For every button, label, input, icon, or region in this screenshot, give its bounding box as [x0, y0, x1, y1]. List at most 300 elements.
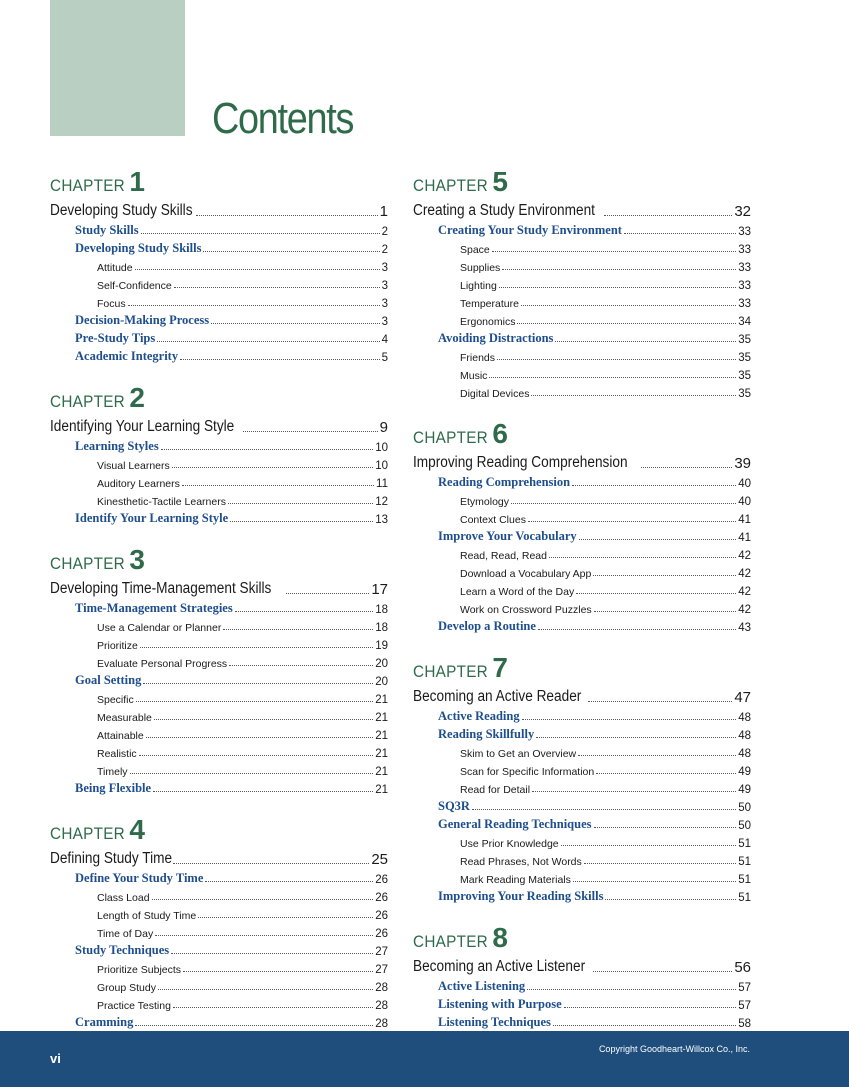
dot-leader — [173, 863, 370, 864]
subsection-entry[interactable] — [50, 490, 388, 508]
dot-leader — [527, 989, 736, 990]
dot-leader — [489, 377, 736, 378]
dot-leader — [183, 971, 373, 972]
dot-leader — [140, 647, 373, 648]
dot-leader — [564, 1007, 737, 1008]
dot-leader — [182, 485, 374, 486]
entry-title: Prioritize Subjects — [97, 964, 182, 976]
dot-leader — [502, 269, 736, 270]
entry-title: Being Flexible — [75, 781, 152, 795]
entry-title: Improving Reading Comprehension — [413, 454, 628, 471]
entry-title: Identify Your Learning Style — [75, 511, 229, 525]
entry-page-number: 2 — [381, 226, 388, 238]
chapter-title-entry[interactable] — [50, 198, 388, 220]
section-entry[interactable] — [413, 994, 751, 1012]
dot-leader — [143, 683, 373, 684]
subsection-entry[interactable] — [50, 904, 388, 922]
chapter-heading — [413, 652, 751, 682]
entry-title: Use Prior Knowledge — [460, 838, 559, 850]
entry-title: Decision-Making Process — [75, 313, 210, 327]
section-entry[interactable] — [50, 1012, 388, 1030]
section-entry[interactable] — [413, 472, 751, 490]
subsection-entry[interactable] — [50, 616, 388, 634]
subsection-entry[interactable] — [413, 346, 751, 364]
entry-page-number: 58 — [738, 1018, 751, 1030]
dot-leader — [549, 557, 736, 558]
entry-page-number: 50 — [738, 820, 751, 832]
subsection-entry[interactable] — [413, 598, 751, 616]
chapter-number: 5 — [492, 166, 508, 197]
entry-page-number: 21 — [375, 748, 388, 760]
subsection-entry[interactable] — [413, 760, 751, 778]
entry-page-number: 26 — [375, 892, 388, 904]
subsection-entry[interactable] — [50, 922, 388, 940]
dot-leader — [180, 359, 379, 360]
dot-leader — [641, 467, 732, 468]
dot-leader — [230, 521, 373, 522]
dot-leader — [573, 881, 736, 882]
section-entry[interactable] — [50, 346, 388, 364]
entry-page-number: 21 — [375, 712, 388, 724]
dot-leader — [579, 539, 737, 540]
dot-leader — [561, 845, 737, 846]
section-entry[interactable] — [413, 328, 751, 346]
entry-page-number: 33 — [738, 226, 751, 238]
dot-leader — [593, 971, 733, 972]
entry-page-number: 41 — [738, 532, 751, 544]
dot-leader — [136, 701, 373, 702]
entry-title: Music — [460, 370, 488, 382]
dot-leader — [492, 251, 736, 252]
entry-title: Focus — [97, 298, 126, 310]
entry-title: Define Your Study Time — [75, 871, 204, 885]
subsection-entry[interactable] — [413, 544, 751, 562]
entry-title: Listening Techniques — [438, 1015, 551, 1029]
entry-page-number: 9 — [379, 419, 388, 436]
dot-leader — [578, 755, 736, 756]
entry-page-number: 33 — [738, 298, 751, 310]
chapter-number: 6 — [492, 418, 508, 449]
section-entry[interactable] — [50, 220, 388, 238]
entry-page-number: 4 — [381, 334, 388, 346]
section-entry[interactable] — [50, 670, 388, 688]
dot-leader — [139, 755, 374, 756]
entry-page-number: 42 — [738, 550, 751, 562]
chapter-title-entry[interactable] — [50, 414, 388, 436]
section-entry[interactable] — [50, 940, 388, 958]
entry-page-number: 26 — [375, 910, 388, 922]
entry-title: Listening with Purpose — [438, 997, 562, 1011]
entry-title: Attainable — [97, 730, 144, 742]
dot-leader — [605, 899, 736, 900]
chapter-label: CHAPTER — [50, 392, 126, 411]
entry-title: Study Techniques — [75, 943, 170, 957]
dot-leader — [286, 593, 370, 594]
dot-leader — [135, 269, 380, 270]
entry-page-number: 19 — [375, 640, 388, 652]
subsection-entry[interactable] — [413, 868, 751, 886]
entry-page-number: 49 — [738, 784, 751, 796]
dot-leader — [141, 233, 380, 234]
entry-page-number: 2 — [381, 244, 388, 256]
subsection-entry[interactable] — [413, 274, 751, 292]
subsection-entry[interactable] — [50, 994, 388, 1012]
subsection-entry[interactable] — [50, 472, 388, 490]
entry-page-number: 3 — [381, 262, 388, 274]
entry-page-number: 51 — [738, 892, 751, 904]
dot-leader — [531, 395, 736, 396]
dot-leader — [472, 809, 736, 810]
dot-leader — [624, 233, 736, 234]
entry-page-number: 34 — [738, 316, 751, 328]
entry-title: Avoiding Distractions — [438, 331, 554, 345]
chapter-number: 3 — [129, 544, 145, 575]
entry-title: Read Phrases, Not Words — [460, 856, 582, 868]
dot-leader — [596, 773, 736, 774]
subsection-entry[interactable] — [413, 562, 751, 580]
toc-column-left — [50, 166, 388, 1030]
dot-leader — [538, 629, 736, 630]
entry-page-number: 3 — [381, 316, 388, 328]
entry-page-number: 57 — [738, 982, 751, 994]
page-title: Contents — [212, 94, 354, 143]
entry-page-number: 39 — [734, 455, 751, 472]
entry-title: Ergonomics — [460, 316, 516, 328]
entry-title: General Reading Techniques — [438, 817, 592, 831]
dot-leader — [593, 575, 736, 576]
subsection-entry[interactable] — [50, 742, 388, 760]
chapter-title-entry[interactable] — [413, 198, 751, 220]
subsection-entry[interactable] — [50, 886, 388, 904]
chapter-title-entry[interactable] — [50, 846, 388, 868]
toc-column-right — [413, 166, 751, 1030]
dot-leader — [153, 791, 373, 792]
subsection-entry[interactable] — [413, 310, 751, 328]
subsection-entry[interactable] — [50, 454, 388, 472]
section-entry[interactable] — [50, 328, 388, 346]
entry-page-number: 28 — [375, 1000, 388, 1012]
dot-leader — [223, 629, 373, 630]
entry-page-number: 40 — [738, 496, 751, 508]
dot-leader — [135, 1025, 373, 1026]
chapter-heading — [50, 166, 388, 196]
entry-page-number: 33 — [738, 244, 751, 256]
chapter-number: 2 — [129, 382, 145, 413]
dot-leader — [604, 215, 733, 216]
chapter-heading — [413, 166, 751, 196]
entry-page-number: 26 — [375, 874, 388, 886]
entry-page-number: 48 — [738, 748, 751, 760]
dot-leader — [228, 503, 373, 504]
section-entry[interactable] — [413, 1012, 751, 1030]
chapter-label: CHAPTER — [413, 932, 489, 951]
entry-title: Read, Read, Read — [460, 550, 547, 562]
chapter-number: 8 — [492, 922, 508, 953]
section-entry[interactable] — [413, 220, 751, 238]
entry-title: Pre-Study Tips — [75, 331, 156, 345]
dot-leader — [174, 287, 380, 288]
dot-leader — [521, 305, 736, 306]
entry-title: Measurable — [97, 712, 152, 724]
dot-leader — [499, 287, 736, 288]
entry-title: Visual Learners — [97, 460, 170, 472]
dot-leader — [158, 989, 373, 990]
entry-page-number: 28 — [375, 1018, 388, 1030]
entry-page-number: 28 — [375, 982, 388, 994]
entry-page-number: 5 — [381, 352, 388, 364]
dot-leader — [229, 665, 373, 666]
entry-title: Length of Study Time — [97, 910, 197, 922]
subsection-entry[interactable] — [413, 742, 751, 760]
entry-page-number: 21 — [375, 784, 388, 796]
section-entry[interactable] — [50, 310, 388, 328]
section-entry[interactable] — [50, 778, 388, 796]
entry-page-number: 51 — [738, 874, 751, 886]
entry-title: Specific — [97, 694, 134, 706]
entry-title: Cramming — [75, 1015, 134, 1029]
entry-page-number: 1 — [379, 203, 388, 220]
dot-leader — [172, 467, 373, 468]
subsection-entry[interactable] — [50, 958, 388, 976]
entry-page-number: 56 — [734, 959, 751, 976]
entry-title: Reading Skillfully — [438, 727, 535, 741]
dot-leader — [555, 341, 736, 342]
entry-page-number: 43 — [738, 622, 751, 634]
subsection-entry[interactable] — [413, 490, 751, 508]
entry-title: Creating a Study Environment — [413, 202, 595, 219]
section-entry[interactable] — [50, 238, 388, 256]
subsection-entry[interactable] — [413, 580, 751, 598]
entry-page-number: 42 — [738, 568, 751, 580]
subsection-entry[interactable] — [413, 292, 751, 310]
chapter-heading — [50, 544, 388, 574]
entry-title: Learn a Word of the Day — [460, 586, 575, 598]
dot-leader — [171, 953, 373, 954]
section-entry[interactable] — [413, 616, 751, 634]
entry-page-number: 35 — [738, 388, 751, 400]
chapter-number: 7 — [492, 652, 508, 683]
chapter-heading — [50, 382, 388, 412]
subsection-entry[interactable] — [50, 256, 388, 274]
chapter-label: CHAPTER — [413, 662, 489, 681]
entry-title: Academic Integrity — [75, 349, 179, 363]
entry-title: Context Clues — [460, 514, 526, 526]
subsection-entry[interactable] — [413, 832, 751, 850]
footer-bar — [0, 1031, 849, 1087]
dot-leader — [203, 251, 379, 252]
subsection-entry[interactable] — [50, 760, 388, 778]
header-color-block — [50, 0, 185, 136]
dot-leader — [205, 881, 373, 882]
dot-leader — [128, 305, 380, 306]
entry-page-number: 10 — [375, 442, 388, 454]
chapter-label: CHAPTER — [50, 824, 126, 843]
dot-leader — [146, 737, 374, 738]
entry-page-number: 47 — [734, 689, 751, 706]
entry-page-number: 42 — [738, 586, 751, 598]
entry-page-number: 48 — [738, 730, 751, 742]
subsection-entry[interactable] — [50, 976, 388, 994]
section-entry[interactable] — [413, 706, 751, 724]
entry-page-number: 27 — [375, 946, 388, 958]
entry-title: Prioritize — [97, 640, 138, 652]
entry-title: Improving Your Reading Skills — [438, 889, 604, 903]
entry-title: Timely — [97, 766, 128, 778]
entry-page-number: 48 — [738, 712, 751, 724]
entry-title: Friends — [460, 352, 496, 364]
entry-title: Self-Confidence — [97, 280, 172, 292]
entry-title: Study Skills — [75, 223, 139, 237]
entry-title: Improve Your Vocabulary — [438, 529, 577, 543]
entry-page-number: 35 — [738, 370, 751, 382]
entry-title: Reading Comprehension — [438, 475, 571, 489]
entry-page-number: 17 — [371, 581, 388, 598]
subsection-entry[interactable] — [50, 634, 388, 652]
entry-title: Develop a Routine — [438, 619, 536, 633]
entry-title: Digital Devices — [460, 388, 530, 400]
entry-page-number: 3 — [381, 298, 388, 310]
subsection-entry[interactable] — [413, 850, 751, 868]
entry-page-number: 51 — [738, 856, 751, 868]
entry-title: Goal Setting — [75, 673, 142, 687]
section-entry[interactable] — [413, 886, 751, 904]
section-entry[interactable] — [413, 814, 751, 832]
entry-title: Attitude — [97, 262, 133, 274]
entry-page-number: 35 — [738, 334, 751, 346]
entry-page-number: 21 — [375, 730, 388, 742]
dot-leader — [152, 899, 374, 900]
entry-title: Active Reading — [438, 709, 520, 723]
subsection-entry[interactable] — [413, 256, 751, 274]
subsection-entry[interactable] — [50, 724, 388, 742]
entry-title: Download a Vocabulary App — [460, 568, 592, 580]
entry-title: SQ3R — [438, 799, 470, 813]
dot-leader — [532, 791, 736, 792]
entry-title: Work on Crossword Puzzles — [460, 604, 592, 616]
entry-title: Auditory Learners — [97, 478, 180, 490]
dot-leader — [588, 701, 732, 702]
subsection-entry[interactable] — [50, 706, 388, 724]
entry-title: Skim to Get an Overview — [460, 748, 577, 760]
entry-page-number: 33 — [738, 262, 751, 274]
dot-leader — [198, 917, 373, 918]
dot-leader — [161, 449, 374, 450]
subsection-entry[interactable] — [50, 292, 388, 310]
chapter-title-entry[interactable] — [413, 684, 751, 706]
dot-leader — [584, 863, 736, 864]
dot-leader — [553, 1025, 736, 1026]
dot-leader — [196, 215, 378, 216]
subsection-entry[interactable] — [50, 274, 388, 292]
entry-title: Becoming an Active Listener — [413, 958, 586, 975]
dot-leader — [576, 593, 736, 594]
section-entry[interactable] — [413, 976, 751, 994]
entry-title: Creating Your Study Environment — [438, 223, 622, 237]
footer-copyright: Copyright Goodheart-Willcox Co., Inc. — [598, 1044, 750, 1054]
chapter-label: CHAPTER — [413, 428, 489, 447]
entry-title: Supplies — [460, 262, 501, 274]
section-entry[interactable] — [413, 724, 751, 742]
entry-page-number: 18 — [375, 604, 388, 616]
entry-page-number: 50 — [738, 802, 751, 814]
section-entry[interactable] — [50, 868, 388, 886]
chapter-label: CHAPTER — [50, 176, 126, 195]
entry-title: Practice Testing — [97, 1000, 171, 1012]
entry-page-number: 11 — [376, 478, 388, 490]
entry-title: Learning Styles — [75, 439, 159, 453]
dot-leader — [536, 737, 736, 738]
subsection-entry[interactable] — [50, 652, 388, 670]
dot-leader — [130, 773, 374, 774]
entry-page-number: 20 — [375, 676, 388, 688]
entry-title: Becoming an Active Reader — [413, 688, 582, 705]
section-entry[interactable] — [50, 508, 388, 526]
entry-title: Temperature — [460, 298, 519, 310]
entry-page-number: 10 — [375, 460, 388, 472]
chapter-title-entry[interactable] — [50, 576, 388, 598]
subsection-entry[interactable] — [413, 364, 751, 382]
entry-page-number: 35 — [738, 352, 751, 364]
entry-title: Lighting — [460, 280, 497, 292]
entry-page-number: 26 — [375, 928, 388, 940]
subsection-entry[interactable] — [413, 778, 751, 796]
entry-page-number: 18 — [375, 622, 388, 634]
dot-leader — [594, 611, 737, 612]
dot-leader — [497, 359, 736, 360]
dot-leader — [243, 431, 377, 432]
entry-page-number: 57 — [738, 1000, 751, 1012]
dot-leader — [235, 611, 373, 612]
entry-title: Identifying Your Learning Style — [50, 418, 235, 435]
entry-title: Developing Study Skills — [50, 202, 193, 219]
section-entry[interactable] — [50, 436, 388, 454]
subsection-entry[interactable] — [413, 238, 751, 256]
section-entry[interactable] — [50, 598, 388, 616]
dot-leader — [572, 485, 736, 486]
entry-page-number: 21 — [375, 694, 388, 706]
entry-title: Class Load — [97, 892, 150, 904]
entry-title: Time-Management Strategies — [75, 601, 233, 615]
dot-leader — [517, 323, 736, 324]
entry-title: Developing Time-Management Skills — [50, 580, 272, 597]
subsection-entry[interactable] — [50, 688, 388, 706]
chapter-heading — [413, 922, 751, 952]
entry-title: Time of Day — [97, 928, 154, 940]
entry-title: Group Study — [97, 982, 156, 994]
entry-page-number: 25 — [371, 851, 388, 868]
entry-title: Developing Study Skills — [75, 241, 202, 255]
entry-page-number: 51 — [738, 838, 751, 850]
chapter-title-entry[interactable] — [413, 450, 751, 472]
entry-page-number: 27 — [375, 964, 388, 976]
chapter-heading — [413, 418, 751, 448]
dot-leader — [528, 521, 736, 522]
dot-leader — [211, 323, 379, 324]
chapter-title-entry[interactable] — [413, 954, 751, 976]
subsection-entry[interactable] — [413, 508, 751, 526]
entry-title: Mark Reading Materials — [460, 874, 571, 886]
chapter-label: CHAPTER — [50, 554, 126, 573]
section-entry[interactable] — [413, 796, 751, 814]
entry-page-number: 20 — [375, 658, 388, 670]
entry-page-number: 41 — [738, 514, 751, 526]
entry-page-number: 33 — [738, 280, 751, 292]
entry-page-number: 32 — [734, 203, 751, 220]
dot-leader — [157, 341, 379, 342]
subsection-entry[interactable] — [413, 382, 751, 400]
section-entry[interactable] — [413, 526, 751, 544]
dot-leader — [522, 719, 737, 720]
